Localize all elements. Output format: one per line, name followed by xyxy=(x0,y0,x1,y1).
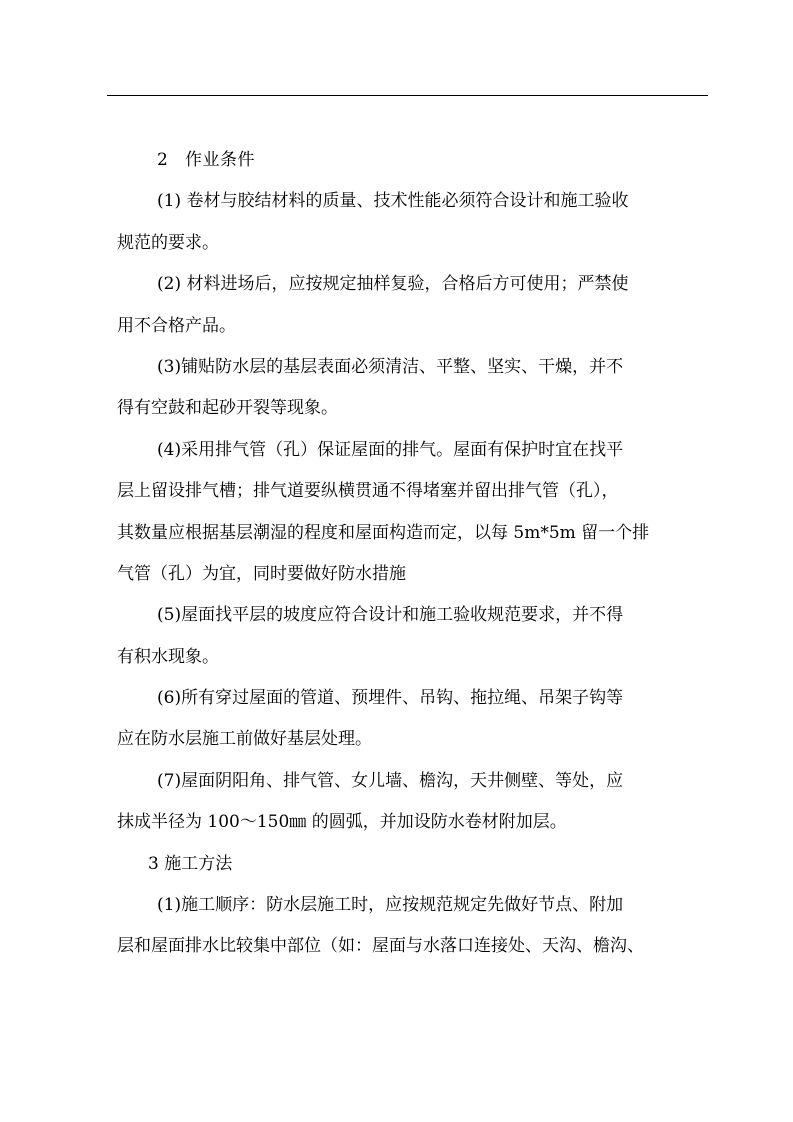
text-line: 应在防水层施工前做好基层处理。 xyxy=(117,729,372,750)
text-line: 抹成半径为 100～150㎜ 的圆弧，并加设防水卷材附加层。 xyxy=(117,812,567,833)
text-line: (6)所有穿过屋面的管道、预埋件、吊钩、拖拉绳、吊架子钩等 xyxy=(157,688,624,709)
text-line: 层上留设排气槽；排气道要纵横贯通不得堵塞并留出排气管（孔）， xyxy=(117,481,619,502)
text-line: (3)铺贴防水层的基层表面必须清洁、平整、坚实、干燥，并不 xyxy=(157,356,624,377)
document-body xyxy=(117,140,687,968)
text-line: 规范的要求。 xyxy=(117,232,219,253)
text-line: (1) 卷材与胶结材料的质量、技术性能必须符合设计和施工验收 xyxy=(157,191,629,212)
text-line: (7)屋面阴阳角、排气管、女儿墙、檐沟，天井侧壁、等处，应 xyxy=(157,770,624,791)
text-line: 用不合格产品。 xyxy=(117,315,236,336)
section-title: 作业条件 xyxy=(185,150,255,170)
text-line: 层和屋面排水比较集中部位（如：屋面与水落口连接处、天沟、檐沟、 xyxy=(117,936,644,957)
section-number: 2 xyxy=(157,150,169,170)
header-rule xyxy=(107,95,708,96)
text-line: (1)施工顺序：防水层施工时，应按规范规定先做好节点、附加 xyxy=(157,895,624,916)
text-line: 得有空鼓和起砂开裂等现象。 xyxy=(117,398,338,419)
text-line: (2) 材料进场后，应按规定抽样复验，合格后方可使用；严禁使 xyxy=(157,274,629,295)
text-line: 气管（孔）为宜，同时要做好防水措施 xyxy=(117,563,406,584)
section-heading-2 xyxy=(117,140,687,181)
section-heading-3: 3 施工方法 xyxy=(148,853,233,874)
text-line: (4)采用排气管（孔）保证屋面的排气。屋面有保护时宜在找平 xyxy=(157,439,624,460)
text-line: 其数量应根据基层潮湿的程度和屋面构造而定，以每 5m*5m 留一个排 xyxy=(117,522,650,543)
text-line: 有积水现象。 xyxy=(117,646,219,667)
text-line: (5)屋面找平层的坡度应符合设计和施工验收规范要求，并不得 xyxy=(157,605,624,626)
